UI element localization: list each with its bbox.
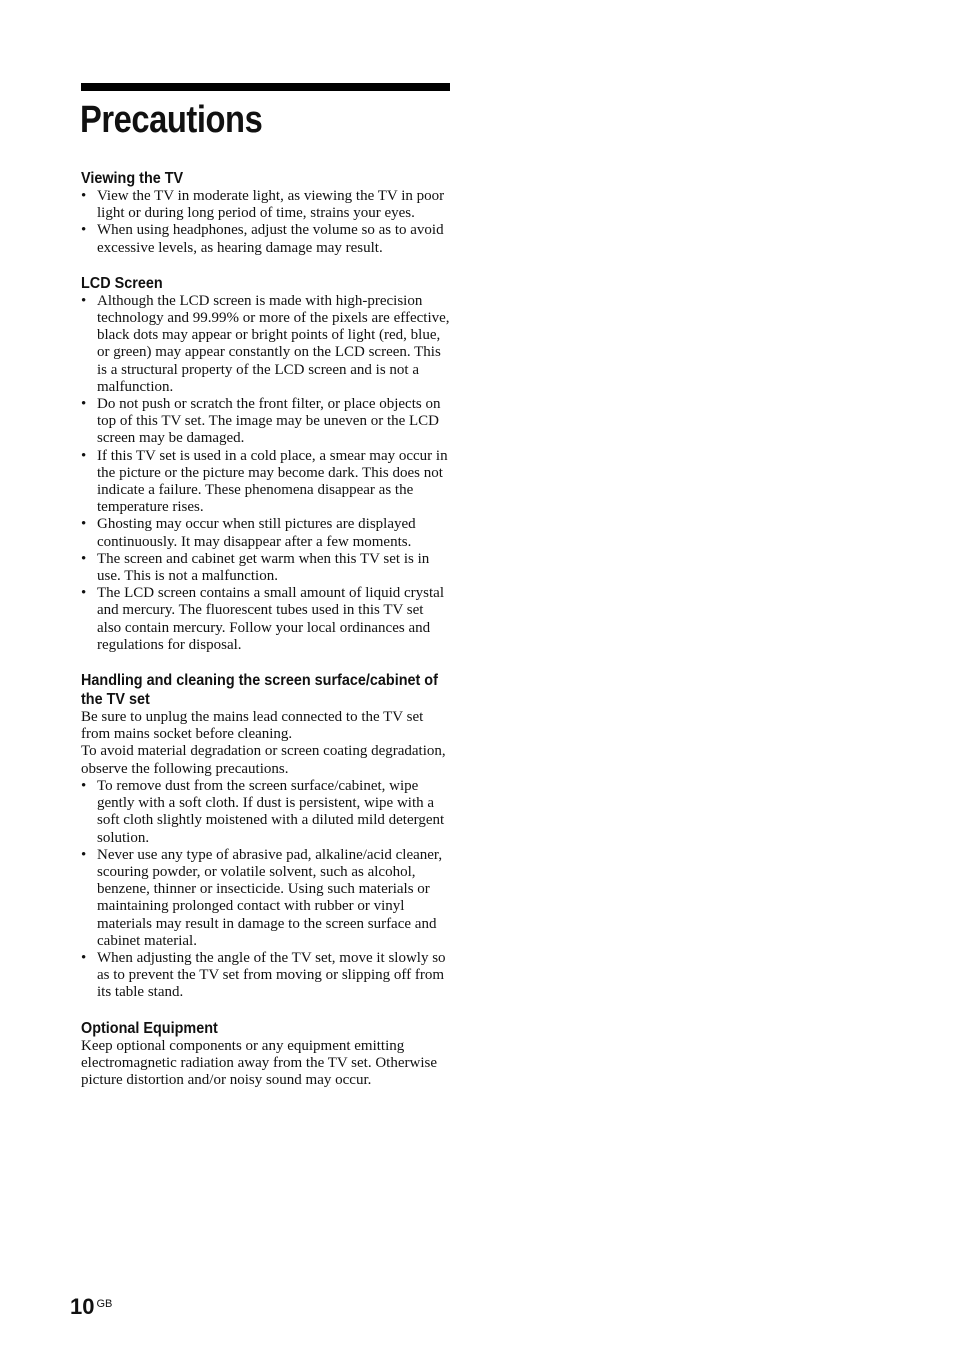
bullet-text: When adjusting the angle of the TV set, move it slowly so as to prevent the TV set from moving or slipping off from its table stand. [97,949,446,1001]
bullet-dot: • [81,949,87,966]
bullet-item [81,516,450,550]
bullet-text: Do not push or scratch the front filter, or place objects on top of this TV set. The image may be uneven or the LCD screen may be damaged. [97,396,441,447]
bullet-dot: • [81,292,87,309]
section-optional-equipment [81,1019,450,1090]
bullet-list [81,293,450,654]
section-heading: Viewing the TV [81,170,184,187]
bullet-item [81,396,450,448]
section-heading: LCD Screen [81,274,163,292]
bullet-item [81,551,450,585]
bullet-item [81,585,450,654]
bullet-list [81,188,450,257]
bullet-text: When using headphones, adjust the volume so as to avoid excessive levels, as hearing damage may result. [97,222,444,256]
page-footer [70,1294,112,1320]
bullet-item [81,847,450,950]
paragraph: To avoid material degradation or screen coating degradation, observe the following precautions. [81,743,446,777]
bullet-dot: • [81,585,87,602]
bullet-text: Never use any type of abrasive pad, alkaline/acid cleaner, scouring powder, or volatile solvent, such as alcohol, benzene, thinner or insecticide. Using such materials or maintaining prolonged contact with rubber or vinyl materials may result in damage to the screen surface and cabinet material. [97,846,443,949]
bullet-list [81,778,450,1002]
bullet-dot: • [81,516,87,533]
bullet-item [81,950,450,1002]
bullet-item [81,222,450,256]
bullet-dot: • [81,550,87,567]
bullet-text: If this TV set is used in a cold place, a smear may occur in the picture or the picture may become dark. This does not indicate a failure. These phenomena disappear as the temperature rises. [97,447,448,516]
bullet-text: Although the LCD screen is made with high-precision technology and 99.99% or more of the pixels are effective, black dots may appear or bright points of light (red, blue, or green) may appear constantly on the LCD screen. This is a structural property of the LCD screen and is not a malfunction. [97,292,450,395]
page-language-code: GB [96,1298,113,1310]
bullet-text: View the TV in moderate light, as viewing the TV in poor light or during long period of time, strains your eyes. [97,188,445,222]
bullet-dot: • [81,777,87,794]
title-rule [81,83,450,91]
content-column [81,83,450,1089]
bullet-item [81,778,450,847]
section-heading: Handling and cleaning the screen surface/cabinet of the TV set [81,672,438,709]
bullet-item [81,448,450,517]
section-viewing-the-tv [81,169,450,257]
bullet-dot: • [81,188,87,204]
bullet-item [81,293,450,396]
bullet-text: The LCD screen contains a small amount of liquid crystal and mercury. The fluorescent tubes used in this TV set also contain mercury. Follow your local ordinances and regulations for disposal. [97,585,444,653]
section-handling-and-cleaning [81,671,450,1001]
bullet-dot: • [81,447,87,464]
paragraph: Be sure to unplug the mains lead connected to the TV set from mains socket before cleaning. [81,709,424,743]
bullet-text: Ghosting may occur when still pictures are displayed continuously. It may disappear after a few moments. [97,516,416,550]
section-heading: Optional Equipment [81,1019,218,1037]
bullet-dot: • [81,396,87,413]
page-number: 10 [70,1294,95,1319]
page-title: Precautions [80,99,263,141]
bullet-text: The screen and cabinet get warm when this TV set is in use. This is not a malfunction. [97,550,430,585]
bullet-text: To remove dust from the screen surface/cabinet, wipe gently with a soft cloth. If dust is persistent, wipe with a soft cloth slightly moistened with a diluted mild detergent solution. [97,777,445,846]
bullet-item [81,188,450,222]
bullet-dot: • [81,222,87,239]
bullet-dot: • [81,846,87,863]
section-lcd-screen [81,274,450,654]
paragraph: Keep optional components or any equipment emitting electromagnetic radiation away from the TV set. Otherwise picture distortion and/or noisy sound may occur. [81,1037,437,1088]
